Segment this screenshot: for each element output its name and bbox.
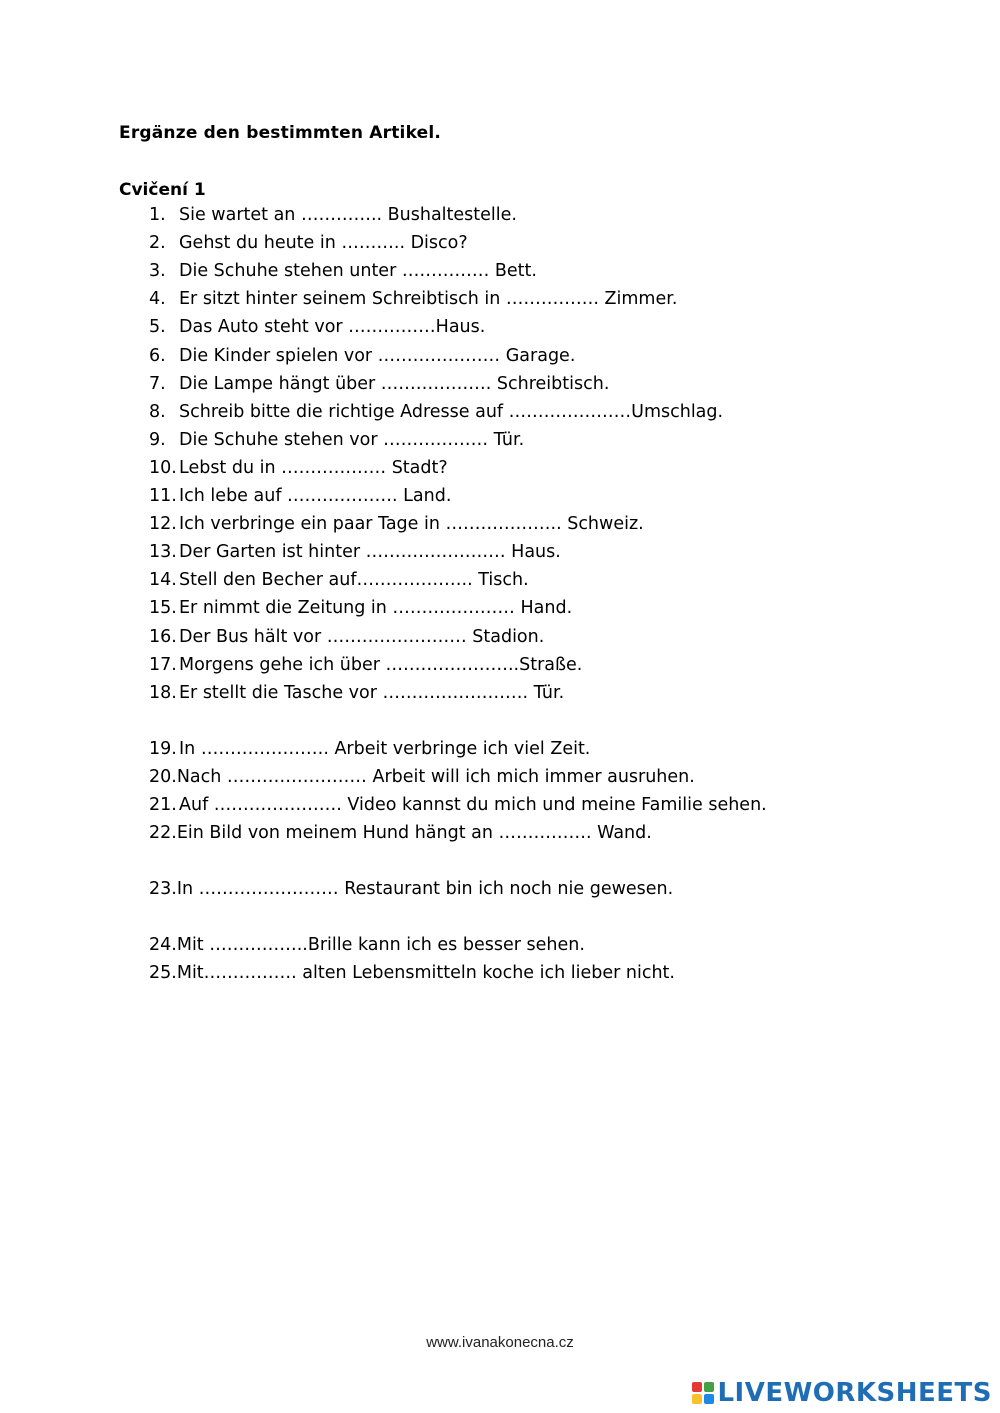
exercise-sentence: Mit ……………..Brille kann ich es besser sehen. bbox=[176, 935, 585, 955]
exercise-sentence: Ich lebe auf ………………. Land. bbox=[179, 486, 452, 506]
exercise-item-text bbox=[149, 963, 675, 983]
exercise-sentence: Die Schuhe stehen vor ……………… Tür. bbox=[179, 430, 525, 450]
exercise-sentence: In …………………… Restaurant bin ich noch nie gewesen. bbox=[176, 879, 674, 899]
exercise-item-text bbox=[149, 935, 585, 955]
exercise-item-number: 10. bbox=[149, 458, 177, 478]
exercise-sentence: In …………………. Arbeit verbringe ich viel Zeit. bbox=[179, 739, 591, 759]
exercise-item-number: 21. bbox=[149, 795, 177, 815]
exercise-item-number: 2. bbox=[149, 233, 166, 253]
exercise-item-number: 24. bbox=[149, 935, 177, 955]
exercise-sentence: Er sitzt hinter seinem Schreibtisch in ……………. Zimmer. bbox=[179, 289, 678, 309]
exercise-sentence: Ein Bild von meinem Hund hängt an ……………. Wand. bbox=[176, 823, 652, 843]
exercise-item-number: 25. bbox=[149, 963, 177, 983]
liveworksheets-brand bbox=[692, 1377, 992, 1409]
worksheet-heading: Ergänze den bestimmten Artikel. bbox=[119, 123, 442, 143]
exercise-sentence: Stell den Becher auf……………….. Tisch. bbox=[179, 570, 529, 590]
exercise-item-number: 3. bbox=[149, 261, 166, 281]
exercise-sentence: Er nimmt die Zeitung in ………………… Hand. bbox=[179, 598, 573, 618]
exercise-item-number: 14. bbox=[149, 570, 177, 590]
exercise-sentence: Schreib bitte die richtige Adresse auf …………………Umschlag. bbox=[179, 402, 724, 422]
exercise-title: Cvičení 1 bbox=[119, 180, 206, 200]
exercise-item-number: 18. bbox=[149, 683, 177, 703]
exercise-item-number: 4. bbox=[149, 289, 166, 309]
exercise-item-number: 1. bbox=[149, 205, 166, 225]
exercise-item-text bbox=[149, 879, 673, 899]
exercise-sentence: Ich verbringe ein paar Tage in ……………….. Schweiz. bbox=[179, 514, 644, 534]
exercise-sentence: Die Schuhe stehen unter …………… Bett. bbox=[179, 261, 537, 281]
exercise-sentence: Das Auto steht vor ……………Haus. bbox=[179, 317, 486, 337]
exercise-item-number: 12. bbox=[149, 514, 177, 534]
exercise-sentence: Nach …………………… Arbeit will ich mich immer ausruhen. bbox=[176, 767, 695, 787]
exercise-item-number: 7. bbox=[149, 374, 166, 394]
exercise-item-number: 11. bbox=[149, 486, 177, 506]
exercise-item-number: 5. bbox=[149, 317, 166, 337]
exercise-item-number: 9. bbox=[149, 430, 166, 450]
exercise-sentence: Auf …………………. Video kannst du mich und meine Familie sehen. bbox=[179, 795, 767, 815]
exercise-sentence: Sie wartet an ………….. Bushaltestelle. bbox=[179, 205, 517, 225]
exercise-sentence: Die Lampe hängt über ………………. Schreibtisch. bbox=[179, 374, 610, 394]
exercise-item-text bbox=[149, 767, 695, 787]
exercise-item-number: 20. bbox=[149, 767, 177, 787]
exercise-sentence: Gehst du heute in ……….. Disco? bbox=[179, 233, 468, 253]
exercise-sentence: Der Garten ist hinter …………………… Haus. bbox=[179, 542, 561, 562]
liveworksheets-logo-icon bbox=[692, 1382, 714, 1404]
exercise-item-number: 8. bbox=[149, 402, 166, 422]
exercise-sentence: Morgens gehe ich über …………………..Straße. bbox=[179, 655, 583, 675]
liveworksheets-brand-name: LIVEWORKSHEETS bbox=[717, 1378, 992, 1408]
footer-url: www.ivanakonecna.cz bbox=[426, 1334, 574, 1351]
exercise-item-number: 23. bbox=[149, 879, 177, 899]
exercise-sentence: Lebst du in ……………… Stadt? bbox=[179, 458, 448, 478]
exercise-item-number: 22. bbox=[149, 823, 177, 843]
exercise-sentence: Er stellt die Tasche vor ……………………. Tür. bbox=[179, 683, 565, 703]
exercise-item-number: 6. bbox=[149, 346, 166, 366]
exercise-item-number: 15. bbox=[149, 598, 177, 618]
exercise-sentence: Die Kinder spielen vor ………………… Garage. bbox=[179, 346, 576, 366]
exercise-item-text bbox=[149, 823, 652, 843]
exercise-sentence: Der Bus hält vor …………………… Stadion. bbox=[179, 627, 545, 647]
exercise-item-number: 13. bbox=[149, 542, 177, 562]
exercise-item-number: 16. bbox=[149, 627, 177, 647]
exercise-sentence: Mit……………. alten Lebensmitteln koche ich lieber nicht. bbox=[176, 963, 675, 983]
exercise-item-number: 17. bbox=[149, 655, 177, 675]
exercise-item-number: 19. bbox=[149, 739, 177, 759]
